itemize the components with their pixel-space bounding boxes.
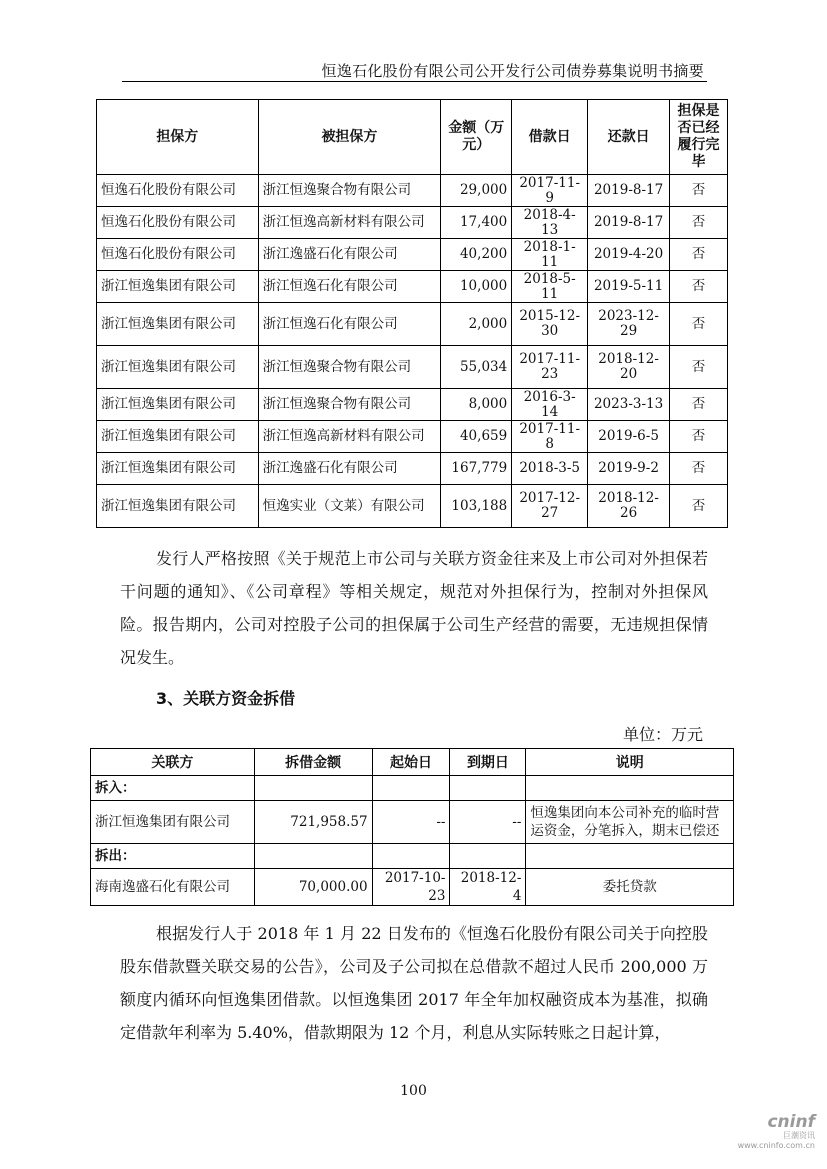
column-header: 关联方 (91, 749, 255, 776)
column-header: 被担保方 (258, 100, 441, 175)
table-cell: 否 (670, 485, 728, 528)
cninfo-watermark-logo (735, 1113, 815, 1151)
table-cell: 40,200 (441, 239, 512, 271)
table-cell: 29,000 (441, 175, 512, 207)
column-header: 还款日 (588, 100, 670, 175)
table-cell: 2019-8-17 (588, 207, 670, 239)
table-cell: 2,000 (441, 303, 512, 346)
table-cell: 浙江恒逸集团有限公司 (97, 485, 259, 528)
paragraph-guarantee-policy: 发行人严格按照《关于规范上市公司与关联方资金往来及上市公司对外担保若干问题的通知》、《公司章程》等相关规定，规范对外担保行为，控制对外担保风险。报告期内，公司对控股子公司的担保属于公司生产经营的需要，无违规担保情况发生。 (120, 549, 708, 667)
table-cell: 浙江恒逸高新材料有限公司 (258, 207, 441, 239)
table-cell: 浙江恒逸聚合物有限公司 (258, 175, 441, 207)
table-cell: 70,000.00 (254, 869, 372, 906)
table-cell (254, 844, 372, 869)
table-cell: 103,188 (441, 485, 512, 528)
table-row (97, 453, 728, 485)
table-cell: 浙江恒逸集团有限公司 (97, 271, 259, 303)
table-row (91, 869, 734, 906)
table-cell: 否 (670, 389, 728, 421)
document-header-title: 恒逸石化股份有限公司公开发行公司债券募集说明书摘要 (321, 62, 704, 80)
table-cell (526, 844, 734, 869)
table-cell: 恒逸石化股份有限公司 (97, 207, 259, 239)
table-cell: 2023-12-29 (588, 303, 670, 346)
section-title: 3、关联方资金拆借 (156, 689, 296, 708)
column-header: 起始日 (372, 749, 450, 776)
table-cell: 恒逸石化股份有限公司 (97, 239, 259, 271)
table-cell: 浙江恒逸集团有限公司 (97, 453, 259, 485)
table-cell: 2017-11-9 (512, 175, 588, 207)
table-cell: 2019-5-11 (588, 271, 670, 303)
table-cell (254, 776, 372, 801)
table-cell: 2018-4-13 (512, 207, 588, 239)
table-cell: 2019-9-2 (588, 453, 670, 485)
paragraph-borrowing-announcement: 根据发行人于 2018 年 1 月 22 日发布的《恒逸石化股份有限公司关于向控股股东借款暨关联交易的公告》，公司及子公司拟在总借款不超过人民币 200,000 万额度内循环向恒逸集团借款。以恒逸集团 2017 年全年加权融资成本为基准，拟确定借款年利率为 5.40%，借款期限为 12 个月，利息从实际转账之日起计算， (120, 924, 708, 1042)
table-cell: 浙江恒逸集团有限公司 (97, 303, 259, 346)
table-cell: 否 (670, 453, 728, 485)
table-cell: 167,779 (441, 453, 512, 485)
table-row (91, 844, 734, 869)
table-cell: -- (450, 801, 526, 844)
table-cell: 否 (670, 346, 728, 389)
table-cell: 否 (670, 175, 728, 207)
table-cell: 2016-3-14 (512, 389, 588, 421)
borrow-in-label: 拆入： (91, 776, 255, 801)
page-number: 100 (400, 1083, 427, 1099)
column-header: 说明 (526, 749, 734, 776)
table-cell: 恒逸实业（文莱）有限公司 (258, 485, 441, 528)
guarantee-table (96, 99, 728, 528)
table-cell: 2015-12-30 (512, 303, 588, 346)
table-cell: 浙江恒逸高新材料有限公司 (258, 421, 441, 453)
table-cell: 委托贷款 (526, 869, 734, 906)
table-cell: 2017-10-23 (372, 869, 450, 906)
table-cell: 2019-4-20 (588, 239, 670, 271)
table-cell: 浙江恒逸石化有限公司 (258, 271, 441, 303)
table-row (97, 485, 728, 528)
table-cell: 2018-12-4 (450, 869, 526, 906)
table-cell: 10,000 (441, 271, 512, 303)
table-cell: 2018-1-11 (512, 239, 588, 271)
table-cell: 2017-11-23 (512, 346, 588, 389)
table-cell: 浙江逸盛石化有限公司 (258, 239, 441, 271)
table-cell: 否 (670, 303, 728, 346)
watermark-url: www.cninfo.com.cn (737, 1141, 815, 1150)
related-party-table (90, 748, 734, 906)
table-row (97, 389, 728, 421)
table-cell: 浙江恒逸集团有限公司 (97, 346, 259, 389)
column-header: 金额（万元） (441, 100, 512, 175)
table-header-row (97, 100, 728, 175)
table-cell: 否 (670, 239, 728, 271)
table-row (97, 175, 728, 207)
table-cell: 恒逸石化股份有限公司 (97, 175, 259, 207)
table-cell: 17,400 (441, 207, 512, 239)
table-cell: -- (372, 801, 450, 844)
watermark-brand: cninf (767, 1112, 815, 1132)
table-cell: 40,659 (441, 421, 512, 453)
table-cell: 浙江恒逸集团有限公司 (97, 421, 259, 453)
table-cell: 海南逸盛石化有限公司 (91, 869, 255, 906)
table-row (97, 271, 728, 303)
table-cell: 2018-3-5 (512, 453, 588, 485)
table-cell: 浙江逸盛石化有限公司 (258, 453, 441, 485)
table-cell: 2018-12-26 (588, 485, 670, 528)
column-header: 担保方 (97, 100, 259, 175)
table-cell (526, 776, 734, 801)
column-header: 拆借金额 (254, 749, 372, 776)
table-row (97, 303, 728, 346)
table-row (97, 239, 728, 271)
table-cell: 2017-12-27 (512, 485, 588, 528)
table-cell: 2018-12-20 (588, 346, 670, 389)
table-cell: 2023-3-13 (588, 389, 670, 421)
table-cell (372, 776, 450, 801)
table-row (97, 421, 728, 453)
borrow-out-label: 拆出： (91, 844, 255, 869)
table-cell (450, 776, 526, 801)
table-cell: 55,034 (441, 346, 512, 389)
table-cell: 恒逸集团向本公司补充的临时营运资金，分笔拆入，期末已偿还 (526, 801, 734, 844)
column-header: 到期日 (450, 749, 526, 776)
table-cell: 浙江恒逸聚合物有限公司 (258, 389, 441, 421)
table-cell: 浙江恒逸集团有限公司 (97, 389, 259, 421)
table-row (91, 776, 734, 801)
table-header-row (91, 749, 734, 776)
header-rule (122, 81, 707, 82)
table-cell: 浙江恒逸石化有限公司 (258, 303, 441, 346)
column-header: 担保是否已经履行完毕 (670, 100, 728, 175)
table-cell: 2019-8-17 (588, 175, 670, 207)
table-cell: 8,000 (441, 389, 512, 421)
table-cell: 721,958.57 (254, 801, 372, 844)
table-row (97, 346, 728, 389)
column-header: 借款日 (512, 100, 588, 175)
table-cell: 否 (670, 271, 728, 303)
table-cell (372, 844, 450, 869)
table-cell: 否 (670, 207, 728, 239)
table-cell: 2017-11-8 (512, 421, 588, 453)
table-cell: 2018-5-11 (512, 271, 588, 303)
watermark-cn: 巨潮资讯 (783, 1131, 815, 1140)
table-cell: 2019-6-5 (588, 421, 670, 453)
table-cell: 否 (670, 421, 728, 453)
table-cell: 浙江恒逸集团有限公司 (91, 801, 255, 844)
table-cell (450, 844, 526, 869)
unit-label: 单位：万元 (622, 725, 703, 744)
table-cell: 浙江恒逸聚合物有限公司 (258, 346, 441, 389)
table-row (91, 801, 734, 844)
table-row (97, 207, 728, 239)
